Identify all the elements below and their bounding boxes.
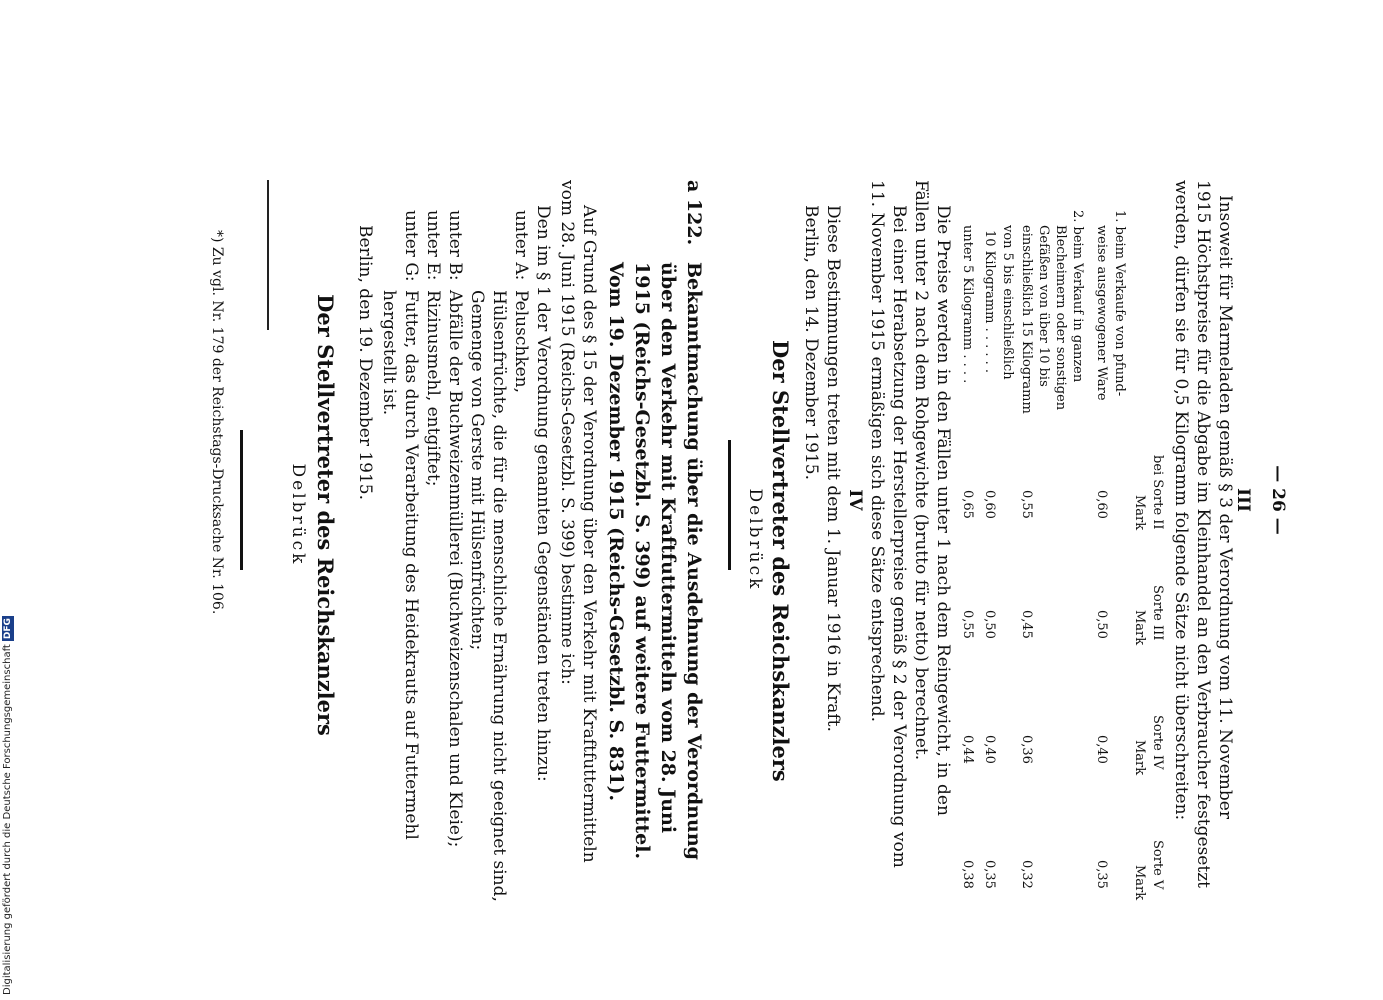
digitization-note — [2, 616, 14, 995]
place-date: Berlin, den 14. Dezember 1915. — [801, 205, 821, 481]
place-date: Berlin, den 19. Dezember 1915. — [355, 225, 375, 501]
row-label: unter 5 Kilogramm . . . . — [960, 225, 975, 384]
section-3-text: 11. November 1915 ermäßigen sich diese Sätze entsprechend. — [867, 180, 887, 723]
item-label: unter G: — [401, 210, 421, 282]
row-label: 2. beim Verkauf in ganzen — [1070, 210, 1085, 383]
footnote-divider — [267, 180, 269, 330]
row-label: weise ausgewogener Ware — [1094, 225, 1109, 401]
unit-label: Mark — [1132, 495, 1147, 531]
price-value: 0,35 — [982, 860, 997, 889]
section-4-text: Diese Bestimmungen treten mit dem 1. Januar 1916 in Kraft. — [823, 205, 843, 732]
item-text: Peluschken, — [511, 290, 531, 394]
announcement-text: Den im § 1 der Verordnung genannten Gegenständen treten hinzu: — [533, 205, 553, 782]
section-3-text: Bei einer Herabsetzung der Herstellerpreise gemäß § 2 der Verordnung vom — [889, 205, 909, 868]
price-value: 0,65 — [960, 490, 975, 519]
price-value: 0,45 — [1019, 610, 1034, 639]
unit-label: Mark — [1132, 610, 1147, 646]
unit-label: Mark — [1132, 865, 1147, 901]
signature-title: Der Stellvertreter des Reichskanzlers — [313, 294, 338, 736]
announcement-title: Bekanntmachung über die Ausdehnung der Verordnung — [683, 262, 705, 860]
dfg-logo: DFG — [3, 618, 13, 640]
item-text: Hülsenfrüchte, die für die menschliche Ernährung nicht geeignet sind, — [489, 290, 509, 902]
section-3-intro-line: 1915 Höchstpreise für die Abgabe im Kleinhandel an den Verbraucher festgesetzt — [1193, 180, 1213, 888]
announcement-text: Auf Grund des § 15 der Verordnung über den Verkehr mit Kraftfuttermitteln — [579, 205, 599, 863]
price-value: 0,40 — [1094, 735, 1109, 764]
price-value: 0,50 — [1094, 610, 1109, 639]
signature-name: Delbrück — [288, 463, 308, 567]
item-text: Gemenge von Gerste mit Hülsenfrüchten; — [467, 290, 487, 651]
item-text: hergestellt ist. — [379, 290, 399, 416]
column-header: Sorte V — [1150, 840, 1165, 890]
announcement-text: vom 28. Juni 1915 (Reichs-Gesetzbl. S. 399) bestimme ich: — [557, 180, 577, 685]
price-value: 0,55 — [960, 610, 975, 639]
page-number: — 26 — — [1268, 465, 1288, 535]
item-text: Rizinusmehl, entgiftet; — [423, 290, 443, 487]
section-divider — [240, 430, 243, 570]
price-value: 0,44 — [960, 735, 975, 764]
column-header: Sorte IV — [1150, 715, 1165, 770]
column-header: Sorte III — [1150, 585, 1165, 641]
signature-title: Der Stellvertreter des Reichskanzlers — [768, 340, 793, 782]
row-label: einschließlich 15 Kilogramm — [1019, 225, 1034, 414]
price-value: 0,35 — [1094, 860, 1109, 889]
announcement-title: über den Verkehr mit Kraftfuttermitteln vom 28. Juni — [657, 262, 679, 834]
price-value: 0,60 — [1094, 490, 1109, 519]
section-4-heading: IV — [845, 489, 865, 511]
announcement-number: a 122. — [683, 180, 705, 246]
price-value: 0,60 — [982, 490, 997, 519]
price-value: 0,36 — [1019, 735, 1034, 764]
digitization-note-text: Digitalisierung gefördert durch die Deutsche Forschungsgemeinschaft — [2, 644, 13, 995]
section-3-heading: III — [1233, 488, 1253, 512]
column-header: bei Sorte II — [1150, 455, 1165, 530]
section-3-text: Die Preise werden in den Fällen unter 1 nach dem Reingewicht, in den — [933, 205, 953, 816]
row-label: Gefäßen von über 10 bis — [1036, 225, 1051, 387]
footnote: *) Zu vgl. Nr. 179 der Reichstags-Drucksache Nr. 106. — [209, 230, 225, 615]
announcement-title: 1915 (Reichs-Gesetzbl. S. 399) auf weitere Futtermittel. — [631, 262, 653, 860]
section-3-text: Fällen unter 2 nach dem Rohgewichte (brutto für netto) berechnet. — [911, 180, 931, 761]
announcement-title: Vom 19. Dezember 1915 (Reichs-Gesetzbl. S. 831). — [605, 262, 627, 802]
price-value: 0,32 — [1019, 860, 1034, 889]
item-text: Futter, das durch Verarbeitung des Heidekrauts auf Futtermehl — [401, 290, 421, 840]
section-3-intro-line: Insoweit für Marmeladen gemäß § 3 der Verordnung vom 11. November — [1215, 195, 1235, 819]
item-text: Abfälle der Buchweizenmüllerei (Buchweizenschalen und Kleie); — [445, 290, 465, 848]
row-label: von 5 bis einschließlich — [1000, 225, 1015, 380]
price-value: 0,40 — [982, 735, 997, 764]
item-label: unter B: — [445, 210, 465, 281]
unit-label: Mark — [1132, 740, 1147, 776]
section-divider — [728, 440, 731, 570]
item-label: unter E: — [423, 210, 443, 281]
row-label: 1. beim Verkaufe von pfund- — [1112, 210, 1127, 397]
item-label: unter A: — [511, 210, 531, 281]
price-value: 0,50 — [982, 610, 997, 639]
price-value: 0,55 — [1019, 490, 1034, 519]
row-label: 10 Kilogramm . . . . . . — [982, 230, 997, 374]
price-value: 0,38 — [960, 860, 975, 889]
section-3-intro-line: werden, dürfen sie für 0,5 Kilogramm folgende Sätze nicht überschreiten: — [1171, 180, 1191, 821]
row-label: Blecheimern oder sonstigen — [1053, 225, 1068, 411]
signature-name: Delbrück — [745, 488, 765, 592]
